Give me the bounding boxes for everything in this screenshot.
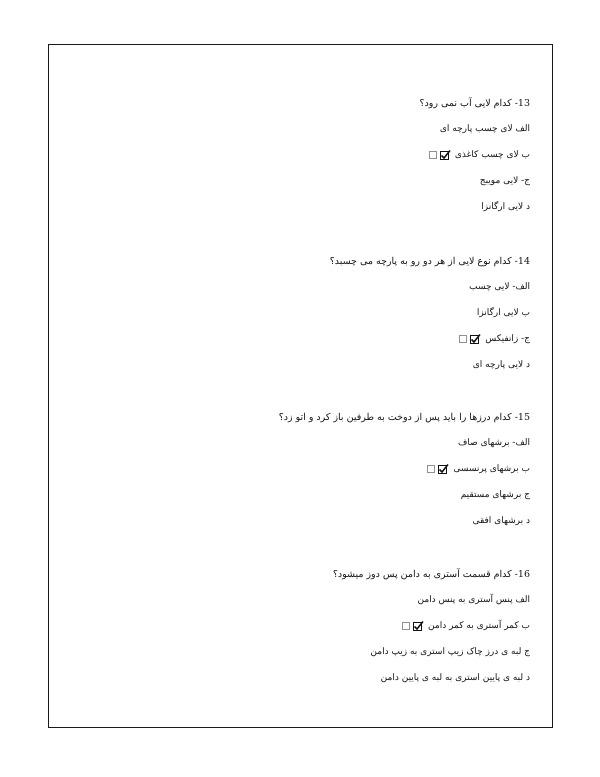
option-d: [69, 359, 530, 372]
question-title: 16- کدام قسمت آستری به دامن پس دوز میشود؟: [332, 569, 530, 580]
exam-page: [48, 44, 553, 728]
option-text: ب لای چسب کاغذی: [454, 150, 530, 160]
option-b: [69, 307, 530, 320]
option-text: ج- لایی مویبج: [479, 176, 530, 186]
option-a: [69, 281, 530, 294]
question-14: [69, 255, 530, 372]
option-text: ج لبه ی درز چاک زیپ استری به زیپ دامن: [370, 647, 530, 657]
option-text: الف لای چسب پارچه ای: [439, 124, 530, 134]
question-title: 15- کدام درزها را باید پس از دوخت به طرفین باز کرد و اتو زد؟: [278, 412, 530, 423]
option-d: [69, 201, 530, 214]
option-b: [69, 149, 530, 162]
option-a: [69, 123, 530, 136]
empty-box-icon: [403, 622, 410, 629]
option-text: الف- لایی چسب: [469, 282, 530, 292]
option-b: [69, 620, 530, 633]
option-text: د لبه ی پایین استری به لبه ی پایین دامن: [380, 673, 530, 683]
option-d: [69, 515, 530, 528]
answer-checkbox: [402, 621, 424, 631]
option-text: د لایی ارگانزا: [481, 202, 530, 212]
option-a: [69, 594, 530, 607]
option-text: ج برشهای مستقیم: [460, 490, 530, 500]
question-15: [69, 411, 530, 528]
question-16: [69, 568, 530, 685]
option-text: ب کمر آستری به کمر دامن: [428, 621, 530, 631]
option-text: ب لایی ارگانزا: [476, 308, 530, 318]
option-text: ب برشهای پرنسسی: [453, 464, 530, 474]
option-text: د برشهای افقی: [472, 516, 530, 526]
option-text: ج- زانفیکس: [485, 334, 530, 344]
empty-box-icon: [460, 335, 467, 342]
option-d: [69, 672, 530, 685]
answer-checkbox: [459, 334, 481, 344]
option-text: د لایی پارچه ای: [472, 360, 530, 370]
option-c: [69, 646, 530, 659]
question-title: 13- کدام لایی آب نمی رود؟: [419, 98, 530, 109]
question-13: [69, 97, 530, 214]
option-b: [69, 463, 530, 476]
empty-box-icon: [428, 465, 435, 472]
answer-checkbox: [427, 464, 449, 474]
question-title: 14- کدام نوع لایی از هر دو رو به پارچه می چسبد؟: [329, 256, 530, 267]
option-c: [69, 333, 530, 346]
option-text: الف پنس آستری به پنس دامن: [417, 595, 530, 605]
answer-checkbox: [429, 150, 451, 160]
option-c: [69, 175, 530, 188]
option-text: الف- برشهای صاف: [458, 438, 530, 448]
option-a: [69, 437, 530, 450]
empty-box-icon: [429, 151, 436, 158]
option-c: [69, 489, 530, 502]
